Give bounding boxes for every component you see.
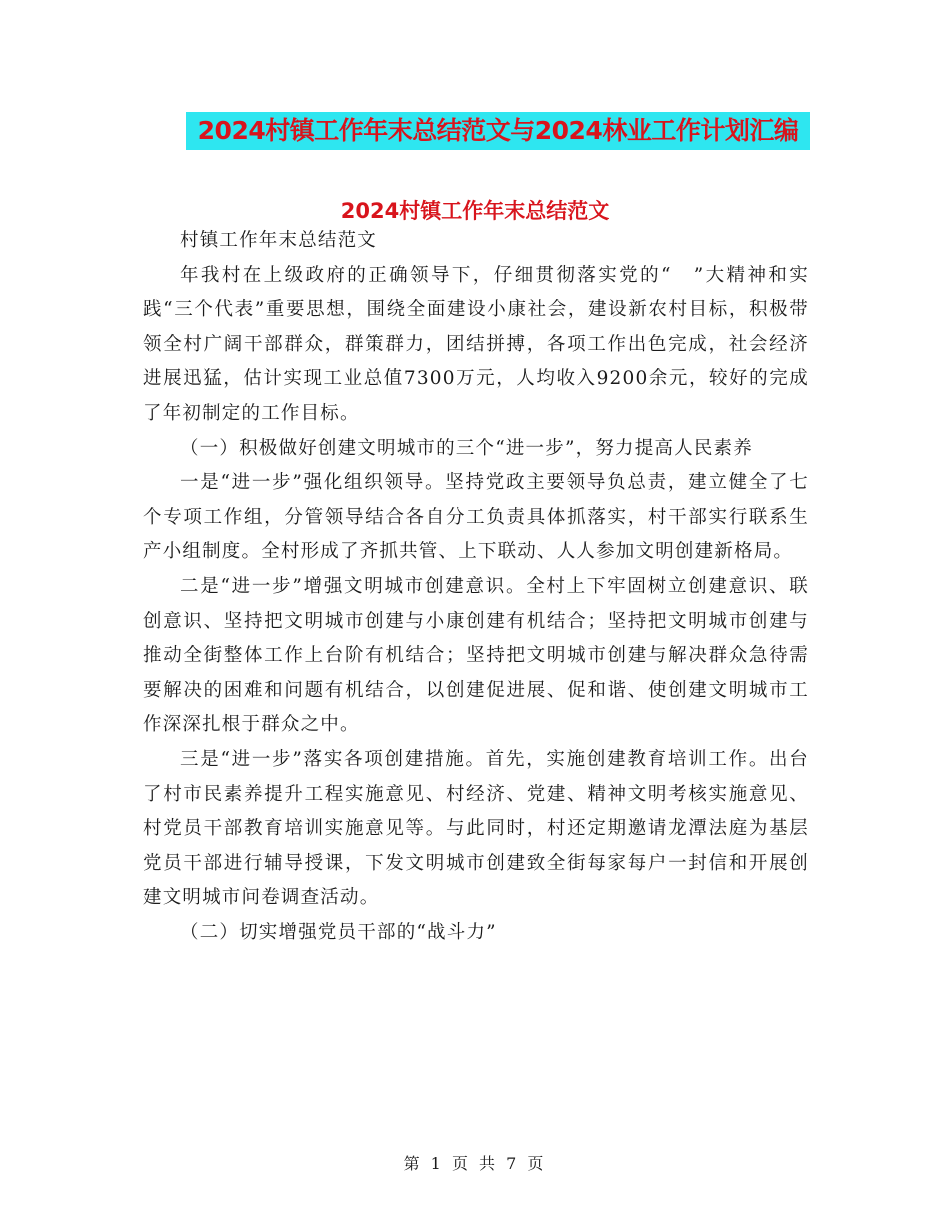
paragraph: 年我村在上级政府的正确领导下，仔细贯彻落实党的“ ”大精神和实践“三个代表”重要思想，围绕全面建设小康社会，建设新农村目标，积极带领全村广阔干部群众，群策群力，团结拼搏，各项工作出色完成，社会经济进展迅猛，估计实现工业总值7300万元，人均收入9200余元，较好的完成了年初制定的工作目标。 [143, 264, 809, 424]
paragraph: 村镇工作年末总结范文 [180, 230, 378, 251]
body-text [143, 224, 809, 950]
paragraph: 二是“进一步”增强文明城市创建意识。全村上下牢固树立创建意识、联创意识、坚持把文明城市创建与小康创建有机结合；坚持把文明城市创建与推动全街整体工作上台阶有机结合；坚持把文明城市创建与解决群众急待需要解决的困难和问题有机结合，以创建促进展、促和谐、使创建文明城市工作深深扎根于群众之中。 [143, 575, 809, 736]
paragraph: 三是“进一步”落实各项创建措施。首先，实施创建教育培训工作。出台了村市民素养提升工程实施意见、村经济、党建、精神文明考核实施意见、村党员干部教育培训实施意见等。与此同时，村还定期邀请龙潭法庭为基层党员干部进行辅导授课，下发文明城市创建致全街每家每户一封信和开展创建文明城市问卷调查活动。 [143, 748, 809, 909]
paragraph: （二）切实增强党员干部的“战斗力” [180, 921, 497, 943]
paragraph: （一）积极做好创建文明城市的三个“进一步”，努力提高人民素养 [180, 437, 753, 459]
page-footer: 第 1 页 共 7 页 [403, 1154, 547, 1173]
section-title: 2024村镇工作年末总结范文 [340, 199, 610, 223]
paragraph: 一是“进一步”强化组织领导。坚持党政主要领导负总责，建立健全了七个专项工作组，分管领导结合各自分工负责具体抓落实，村干部实行联系生产小组制度。全村形成了齐抓共管、上下联动、人人参加文明创建新格局。 [143, 472, 809, 563]
main-title: 2024村镇工作年末总结范文与2024林业工作计划汇编 [186, 112, 810, 150]
